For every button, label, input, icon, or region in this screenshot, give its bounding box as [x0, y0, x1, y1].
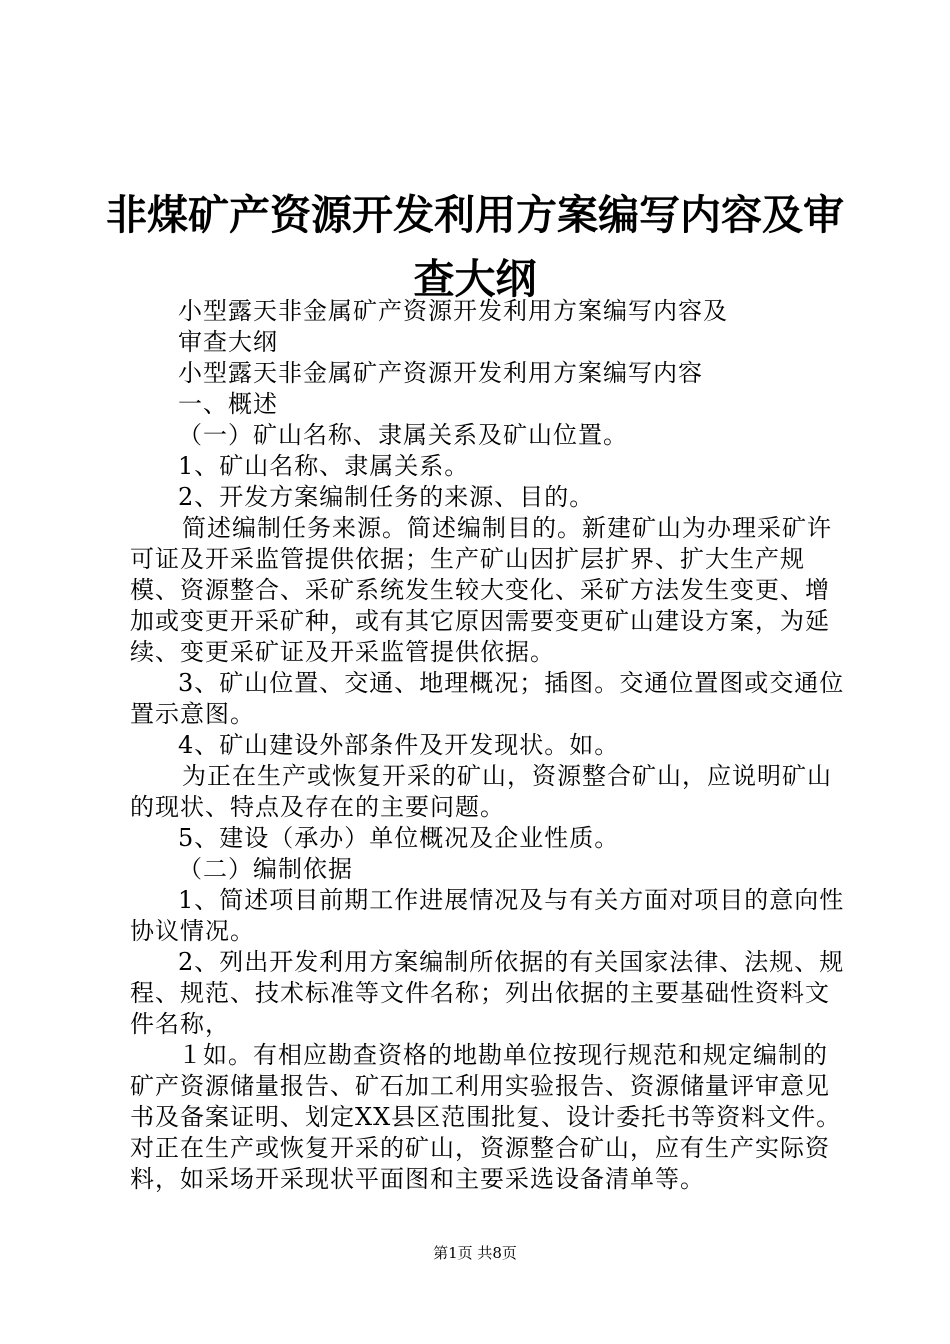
- item-1: 1、矿山名称、隶属关系。: [178, 452, 470, 480]
- item-5: 5、建设（承办）单位概况及企业性质。: [178, 824, 620, 852]
- basis-item-2: 2、列出开发利用方案编制所依据的有关国家法律、法规、规程、规范、技术标准等文件名称；列出依据的主要基础性资料文件名称，: [130, 948, 845, 1038]
- paragraph-reference-docs: １如。有相应勘查资格的地勘单位按现行规范和规定编制的矿产资源储量报告、矿石加工利用实验报告、资源储量评审意见书及备案证明、划定XX县区范围批复、设计委托书等资料文件。对正在生产或恢复开采的矿山，资源整合矿山，应有生产实际资料，如采场开采现状平面图和主要采选设备清单等。: [130, 1041, 842, 1193]
- subsection-heading-1: （一）矿山名称、隶属关系及矿山位置。: [178, 421, 628, 449]
- page-footer: 第1页 共8页: [433, 1244, 517, 1262]
- subtitle-line-2: 审查大纲: [178, 328, 278, 356]
- section-heading-overview: 一、概述: [178, 390, 278, 418]
- item-4: 4、矿山建设外部条件及开发现状。如。: [178, 731, 620, 759]
- paragraph-current-status: 为正在生产或恢复开采的矿山，资源整合矿山，应说明矿山的现状、特点及存在的主要问题。: [130, 762, 832, 821]
- subtitle-line-1: 小型露天非金属矿产资源开发利用方案编写内容及: [178, 297, 728, 325]
- document-body: [130, 296, 850, 1195]
- section-heading-content: 小型露天非金属矿产资源开发利用方案编写内容: [178, 359, 703, 387]
- subsection-heading-2: （二）编制依据: [178, 855, 353, 883]
- basis-item-1: 1、简述项目前期工作进展情况及与有关方面对项目的意向性协议情况。: [130, 886, 845, 945]
- document-title: 非煤矿产资源开发利用方案编写内容及审查大纲: [106, 191, 844, 303]
- item-3: 3、矿山位置、交通、地理概况；插图。交通位置图或交通位置示意图。: [130, 669, 845, 728]
- paragraph-task-source: 简述编制任务来源。简述编制目的。新建矿山为办理采矿许可证及开采监管提供依据；生产矿山因扩层扩界、扩大生产规模、资源整合、采矿系统发生较大变化、采矿方法发生变更、增加或变更开采矿种，或有其它原因需要变更矿山建设方案，为延续、变更采矿证及开采监管提供依据。: [130, 514, 832, 666]
- item-2: 2、开发方案编制任务的来源、目的。: [178, 483, 595, 511]
